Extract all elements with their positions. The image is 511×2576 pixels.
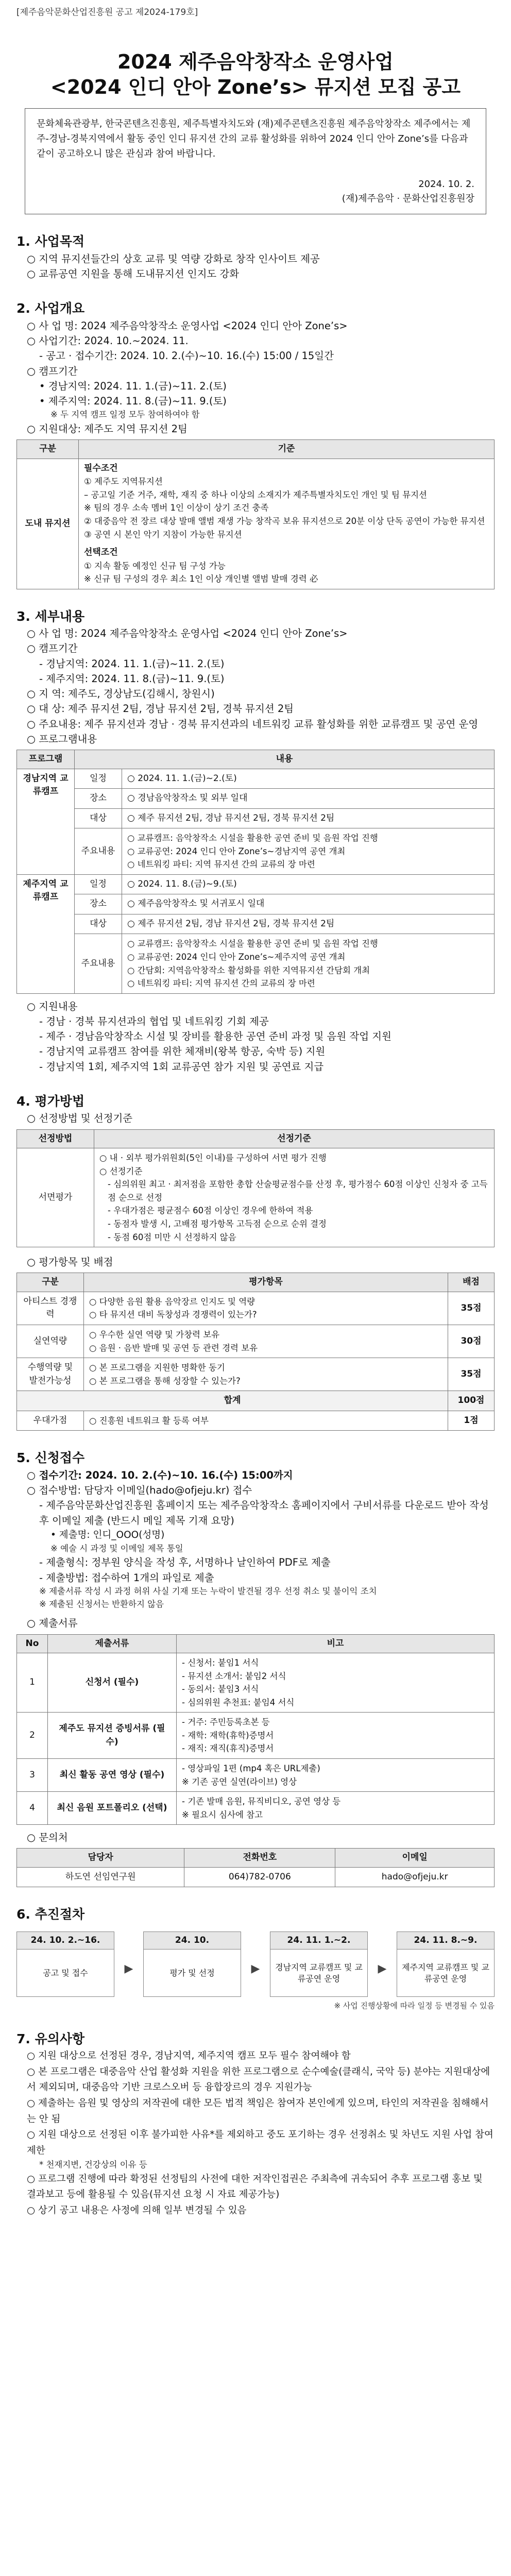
doc-name: 제주도 뮤지션 증빙서류 (필수) — [48, 1713, 177, 1759]
table-header: 제출서류 — [48, 1634, 177, 1653]
process-step-body: 제주지역 교류캠프 및 교류공연 운영 — [397, 1950, 495, 1997]
eligibility-criteria — [79, 459, 495, 589]
doc-number: 3 — [17, 1758, 48, 1791]
section-3-item: ○ 지 역: 제주도, 경상남도(김해시, 창원시) — [27, 688, 215, 700]
doc-note: - 동의서: 붙임3 서식 — [182, 1684, 259, 1694]
program-line: ○ 간담회: 지역음악창작소 활성화를 위한 지역뮤지션 간담회 개최 — [127, 965, 370, 975]
doc-name: 신청서 (필수) — [48, 1653, 177, 1713]
section-3-item: ○ 주요내용: 제주 뮤지션과 경남 · 경북 뮤지션과의 네트워킹 교류 활성화를 위한 교류캠프 및 공연 운영 — [27, 718, 479, 730]
eval-total-label: 합계 — [17, 1391, 448, 1411]
title-line-2: <2024 인디 안아 Zone’s> 뮤지션 모집 공고 — [50, 75, 461, 98]
section-5-item: ○ 접수방법: 담당자 이메일(hado@ofjeju.kr) 접수 — [27, 1484, 252, 1497]
program-value: ○ 제주 뮤지션 2팀, 경남 뮤지션 2팀, 경북 뮤지션 2팀 — [122, 914, 495, 934]
selection-criteria — [94, 1148, 495, 1247]
doc-note: - 기존 발매 음원, 뮤직비디오, 공연 영상 등 — [182, 1797, 341, 1807]
eligibility-table — [16, 439, 495, 589]
table-header: 선정방법 — [17, 1129, 94, 1148]
eval-item: ○ 음원 · 음반 발매 및 공연 등 관련 경력 보유 — [89, 1343, 258, 1353]
table-row — [17, 1653, 495, 1713]
process-step-body: 평가 및 선정 — [143, 1950, 241, 1997]
table-row — [17, 1411, 495, 1431]
section-5-note: ※ 예술 시 과정 및 이메일 제목 통일 — [50, 1543, 183, 1553]
section-1-item: ○ 지역 뮤지션들간의 상호 교류 및 역량 강화로 창작 인사이트 제공 — [27, 252, 320, 265]
process-step — [16, 1931, 114, 1997]
criteria-line: ○ 선정기준 — [99, 1166, 143, 1176]
table-row — [17, 1391, 495, 1411]
section-6-title: 6. 추진절차 — [16, 1907, 85, 1922]
section-5-note: ※ 제출된 신청서는 반환하지 않음 — [39, 1599, 164, 1609]
page-title — [16, 49, 495, 100]
section-5-title: 5. 신청접수 — [16, 1450, 85, 1466]
criteria-line: ③ 공연 시 본인 악기 지참이 가능한 뮤지션 — [84, 529, 242, 539]
section-1-item: ○ 교류공연 지원을 통해 도내뮤지션 인지도 강화 — [27, 268, 240, 280]
program-value: ○ 제주음악창작소 및 서귀포시 일대 — [122, 894, 495, 914]
section-5-item: ○ 접수기간: 2024. 10. 2.(수)~10. 16.(수) 15:00까지 — [27, 1469, 293, 1481]
caution-item: ○ 지원 대상으로 선정된 이후 불가피한 사유*를 제외하고 중도 포기하는 경우 선정취소 및 차년도 지원 사업 참여 제한 — [27, 2129, 493, 2156]
table-header: 기준 — [79, 440, 495, 459]
process-step-date: 24. 10. — [143, 1931, 241, 1950]
section-5-note: ※ 제출서류 작성 시 과정 허위 사실 기재 또는 누락이 발견될 경우 선정 취소 및 불이익 조치 — [39, 1586, 377, 1596]
process-step-date: 24. 11. 8.~9. — [397, 1931, 495, 1950]
caution-item: ○ 지원 대상으로 선정된 경우, 경남지역, 제주지역 캠프 모두 필수 참여해야 함 — [27, 2050, 351, 2062]
section-2-item: ○ 지원대상: 제주도 지역 뮤지션 2팀 — [27, 423, 188, 435]
support-item: - 제주 · 경남음악창작소 시설 및 장비를 활용한 공연 준비 과정 및 음원 작업 지원 — [39, 1030, 391, 1043]
program-value: ○ 제주 뮤지션 2팀, 경남 뮤지션 2팀, 경북 뮤지션 2팀 — [122, 808, 495, 828]
contact-phone: 064)782-0706 — [184, 1867, 335, 1887]
documents-table — [16, 1634, 495, 1825]
doc-number: 4 — [17, 1792, 48, 1825]
section-2-item: ○ 사 업 명: 2024 제주음악창작소 운영사업 <2024 인디 안아 Zone’s> — [27, 319, 348, 332]
section-2-item: - 공고 · 접수기간: 2024. 10. 2.(수)~10. 16.(수) 15:00 / 15일간 — [39, 350, 334, 362]
doc-note: - 거주: 주민등록초본 등 — [182, 1717, 270, 1727]
program-line: ○ 네트워킹 파티: 지역 뮤지션 간의 교류의 장 마련 — [127, 859, 315, 870]
required-conditions-heading: 필수조건 — [84, 463, 118, 473]
program-value: ○ 2024. 11. 1.(금)~2.(토) — [122, 769, 495, 789]
table-header: 구분 — [17, 440, 79, 459]
arrow-right-icon: ▶ — [251, 1962, 260, 1975]
process-step — [397, 1931, 495, 1997]
criteria-line: - 동점자 발생 시, 고배점 평가항목 고득점 순으로 순위 결정 — [108, 1218, 327, 1229]
process-step-date: 24. 10. 2.~16. — [16, 1931, 114, 1950]
program-line: ○ 네트워킹 파티: 지역 뮤지션 간의 교류의 장 마련 — [127, 978, 315, 989]
eval-total-score: 100점 — [448, 1391, 495, 1411]
program-line: ○ 교류캠프: 음악창작소 시설을 활용한 공연 준비 및 음원 작업 진행 — [127, 833, 378, 843]
table-header: 구분 — [17, 1273, 84, 1292]
process-step — [143, 1931, 241, 1997]
section-2-note: ※ 두 지역 캠프 일정 모두 참여하여야 함 — [50, 410, 200, 420]
eval-score: 1점 — [448, 1411, 495, 1431]
eval-group: 우대가점 — [17, 1411, 84, 1431]
doc-note: ※ 기존 공연 실연(라이브) 영상 — [182, 1776, 297, 1787]
table-row — [17, 1867, 495, 1887]
eval-item: ○ 본 프로그램을 통해 성장할 수 있는가? — [89, 1376, 241, 1386]
eval-item: ○ 진흥원 네트워크 활 등록 여부 — [84, 1411, 448, 1431]
criteria-line: ○ 내 · 외부 평가위원회(5인 이내)를 구성하여 서면 평가 진행 — [99, 1153, 327, 1163]
program-key: 주요내용 — [75, 828, 122, 875]
program-key: 장소 — [75, 789, 122, 809]
intro-organization: (재)제주음악 · 문화산업진흥원장 — [342, 193, 474, 205]
selection-method-title: ○ 선정방법 및 선정기준 — [27, 1112, 133, 1125]
eval-item: ○ 다양한 음원 활용 음악장르 인지도 및 역량 — [89, 1296, 256, 1307]
section-5-item: - 제주음악문화산업진흥원 홈페이지 또는 제주음악창작소 홈페이지에서 구비서류를 다운로드 받아 작성 후 이메일 제출 (반드시 메일 제목 기재 요망) — [39, 1499, 489, 1527]
program-line: ○ 교류공연: 2024 인디 안아 Zone’s~경남지역 공연 개최 — [127, 846, 346, 856]
document-reference: [제주음악문화산업진흥원 공고 제2024-179호] — [16, 7, 198, 18]
process-step-date: 24. 11. 1.~2. — [270, 1931, 368, 1950]
doc-note: - 영상파일 1편 (mp4 혹은 URL제출) — [182, 1763, 320, 1773]
table-row — [17, 1758, 495, 1791]
selection-method: 서면평가 — [17, 1148, 94, 1247]
intro-date: 2024. 10. 2. — [418, 178, 474, 190]
section-1-title: 1. 사업목적 — [16, 234, 85, 249]
section-5-item: - 제출방법: 접수하여 1개의 파일로 제출 — [39, 1571, 214, 1584]
doc-note: ※ 필요시 심사에 참고 — [182, 1809, 263, 1820]
section-2-item: • 제주지역: 2024. 11. 8.(금)~11. 9.(토) — [39, 395, 227, 408]
criteria-line: - 우대가점은 평균점수 60점 이상인 경우에 한하여 적용 — [108, 1206, 313, 1216]
program-value: ○ 2024. 11. 8.(금)~9.(토) — [122, 874, 495, 894]
section-3-item: ○ 캠프기간 — [27, 642, 78, 655]
program-line: ○ 교류공연: 2024 인디 안아 Zone’s~제주지역 공연 개최 — [127, 952, 346, 962]
table-header: 비고 — [177, 1634, 495, 1653]
process-note: ※ 사업 진행상황에 따라 일정 등 변경될 수 있음 — [334, 2001, 495, 2011]
table-header: 선정기준 — [94, 1129, 495, 1148]
documents-title: ○ 제출서류 — [27, 1617, 78, 1630]
caution-note: * 천재지변, 건강상의 이유 등 — [39, 2160, 147, 2170]
program-value — [122, 934, 495, 993]
eval-score: 35점 — [448, 1292, 495, 1325]
doc-name: 최신 음원 포트폴리오 (선택) — [48, 1792, 177, 1825]
eval-group: 아티스트 경쟁력 — [17, 1292, 84, 1325]
section-3-item: - 경남지역: 2024. 11. 1.(금)~11. 2.(토) — [39, 657, 225, 670]
table-header: 내용 — [75, 750, 495, 769]
doc-name: 최신 활동 공연 영상 (필수) — [48, 1758, 177, 1791]
eligibility-row-label: 도내 뮤지션 — [17, 459, 79, 589]
criteria-line: ② 대중음악 전 장르 대상 발매 앨범 재생 가능 창작곡 보유 뮤지션으로 20분 이상 단독 공연이 가능한 뮤지션 — [84, 516, 485, 526]
program-value: ○ 경남음악창작소 및 외부 일대 — [122, 789, 495, 809]
criteria-line: ① 제주도 지역뮤지션 — [84, 477, 163, 487]
criteria-line: ※ 신규 팀 구성의 경우 최소 1인 이상 개인별 앨범 발매 경력 必 — [84, 574, 318, 584]
section-2-item: ○ 캠프기간 — [27, 365, 78, 377]
table-header: No — [17, 1634, 48, 1653]
table-row — [17, 1292, 495, 1325]
doc-number: 2 — [17, 1713, 48, 1759]
doc-note: - 신청서: 붙임1 서식 — [182, 1658, 259, 1668]
doc-note: - 뮤지션 소개서: 붙임2 서식 — [182, 1671, 286, 1681]
support-item: - 경남지역 1회, 제주지역 1회 교류공연 참가 지원 및 공연료 지급 — [39, 1060, 324, 1073]
eval-item: ○ 우수한 실연 역량 및 가창력 보유 — [89, 1329, 220, 1340]
program-label-gyeongnam: 경남지역 교류캠프 — [17, 769, 75, 874]
contact-person: 하도연 선임연구원 — [17, 1867, 184, 1887]
section-2-item: • 경남지역: 2024. 11. 1.(금)~11. 2.(토) — [39, 380, 227, 392]
section-3-title: 3. 세부내용 — [16, 608, 85, 624]
doc-number: 1 — [17, 1653, 48, 1713]
process-step — [270, 1931, 368, 1997]
arrow-right-icon: ▶ — [124, 1962, 133, 1975]
process-flow — [16, 1931, 495, 1997]
table-header: 전화번호 — [184, 1849, 335, 1868]
criteria-line: - 심의위원 최고 · 최저점을 포함한 총합 산술평균점수를 산정 후, 평가점수 60점 이상인 신청자 중 고득점 순으로 선정 — [108, 1179, 488, 1202]
section-3-item: ○ 사 업 명: 2024 제주음악창작소 운영사업 <2024 인디 안아 Zone’s> — [27, 628, 348, 640]
section-4-title: 4. 평가방법 — [16, 1093, 85, 1109]
section-2-item: ○ 사업기간: 2024. 10.~2024. 11. — [27, 335, 189, 347]
table-row — [17, 1358, 495, 1391]
arrow-right-icon: ▶ — [378, 1962, 387, 1975]
criteria-line: – 공고일 기준 거주, 재학, 재직 중 하나 이상의 소재지가 제주특별자치도인 개인 및 팀 뮤지션 — [84, 489, 427, 500]
caution-item: ○ 프로그램 진행에 따라 확정된 선정팀의 사전에 대한 저작인접권은 주최측에 귀속되어 추후 프로그램 홍보 및 결과보고 등에 활용될 수 있음(뮤지션 요청 시 자료 제공가능) — [27, 2173, 483, 2200]
program-key: 대상 — [75, 808, 122, 828]
eval-score: 35점 — [448, 1358, 495, 1391]
caution-item: ○ 본 프로그램은 대중음악 산업 활성화 지원을 위한 프로그램으로 순수예술(클래식, 국악 등) 분야는 지원대상에서 제외되며, 대중음악 기반 크로스오버 등 융합장르의 경우 지원가능 — [27, 2066, 490, 2093]
process-step-body: 공고 및 접수 — [16, 1950, 114, 1997]
program-label-jeju: 제주지역 교류캠프 — [17, 874, 75, 993]
program-key: 장소 — [75, 894, 122, 914]
evaluation-table — [16, 1273, 495, 1431]
contact-title: ○ 문의처 — [27, 1832, 68, 1844]
section-3-item: ○ 프로그램내용 — [27, 733, 97, 745]
program-key: 대상 — [75, 914, 122, 934]
eval-item: ○ 타 뮤지션 대비 독창성과 경쟁력이 있는가? — [89, 1310, 257, 1320]
table-row — [17, 1325, 495, 1358]
criteria-line: ① 지속 활동 예정인 신규 팀 구성 가능 — [84, 561, 226, 571]
doc-note: - 재직: 재직(휴직)증명서 — [182, 1743, 274, 1754]
optional-conditions-heading: 선택조건 — [84, 547, 118, 558]
process-step-body: 경남지역 교류캠프 및 교류공연 운영 — [270, 1950, 368, 1997]
program-key: 일정 — [75, 769, 122, 789]
table-header: 평가항목 — [84, 1273, 448, 1292]
table-header: 이메일 — [335, 1849, 495, 1868]
eval-group: 실연역량 — [17, 1325, 84, 1358]
program-line: ○ 교류캠프: 음악창작소 시설을 활용한 공연 준비 및 음원 작업 진행 — [127, 939, 378, 949]
program-key: 주요내용 — [75, 934, 122, 993]
table-row — [17, 1713, 495, 1759]
section-5-item: • 제출명: 인디_OOO(성명) — [50, 1529, 165, 1540]
section-3-item: ○ 대 상: 제주 뮤지션 2팀, 경남 뮤지션 2팀, 경북 뮤지션 2팀 — [27, 703, 294, 715]
section-2-title: 2. 사업개요 — [16, 301, 85, 316]
contact-table — [16, 1848, 495, 1887]
caution-item: ○ 상기 공고 내용은 사정에 의해 일부 변경될 수 있음 — [27, 2205, 247, 2216]
selection-table — [16, 1129, 495, 1247]
section-5-item: - 제출형식: 정부원 양식을 작성 후, 서명하나 날인하여 PDF로 제출 — [39, 1556, 331, 1569]
support-item: - 경남 · 경북 뮤지션과의 협업 및 네트워킹 기회 제공 — [39, 1015, 269, 1027]
table-header: 배점 — [448, 1273, 495, 1292]
support-item: - 경남지역 교류캠프 참여를 위한 체재비(왕복 항공, 숙박 등) 지원 — [39, 1045, 326, 1058]
title-line-1: 2024 제주음악창작소 운영사업 — [117, 50, 394, 73]
program-key: 일정 — [75, 874, 122, 894]
evaluation-title: ○ 평가항목 및 배점 — [27, 1256, 113, 1268]
intro-box — [25, 108, 486, 214]
support-title: ○ 지원내용 — [27, 1000, 78, 1012]
caution-item: ○ 제출하는 음원 및 영상의 저작권에 대한 모든 법적 책임은 참여자 본인에게 있으며, 타인의 저작권을 침해해서는 안 됨 — [27, 2098, 489, 2125]
section-3-item: - 제주지역: 2024. 11. 8.(금)~11. 9.(토) — [39, 672, 225, 685]
section-7-title: 7. 유의사항 — [16, 2031, 85, 2046]
intro-text: 문화체육관광부, 한국콘텐츠진흥원, 제주특별자치도와 (재)제주콘텐츠진흥원 제주음악창작소 제주에서는 제주-경남-경북지역에서 활동 중인 인디 뮤지션 간의 교류 활성화를 위하여 2024 인디 안아 Zone’s를 다음과 같이 공고하오니 많은 관심과 참여 바랍니다. — [37, 118, 471, 159]
eval-score: 30점 — [448, 1325, 495, 1358]
program-value — [122, 828, 495, 875]
eval-item: ○ 본 프로그램을 지원한 명확한 동기 — [89, 1363, 225, 1373]
table-header: 프로그램 — [17, 750, 75, 769]
doc-note: - 재학: 재학(휴학)증명서 — [182, 1730, 274, 1740]
criteria-line: - 동점 60점 미만 시 선정하지 않음 — [108, 1232, 236, 1242]
program-table — [16, 750, 495, 993]
table-row — [17, 1792, 495, 1825]
table-header: 담당자 — [17, 1849, 184, 1868]
criteria-line: ※ 팀의 경우 소속 멤버 1인 이상이 상기 조건 충족 — [84, 503, 269, 513]
doc-note: - 심의위원 추천표: 붙임4 서식 — [182, 1697, 295, 1707]
eval-group: 수행역량 및 발전가능성 — [17, 1358, 84, 1391]
contact-email[interactable]: hado@ofjeju.kr — [335, 1867, 495, 1887]
